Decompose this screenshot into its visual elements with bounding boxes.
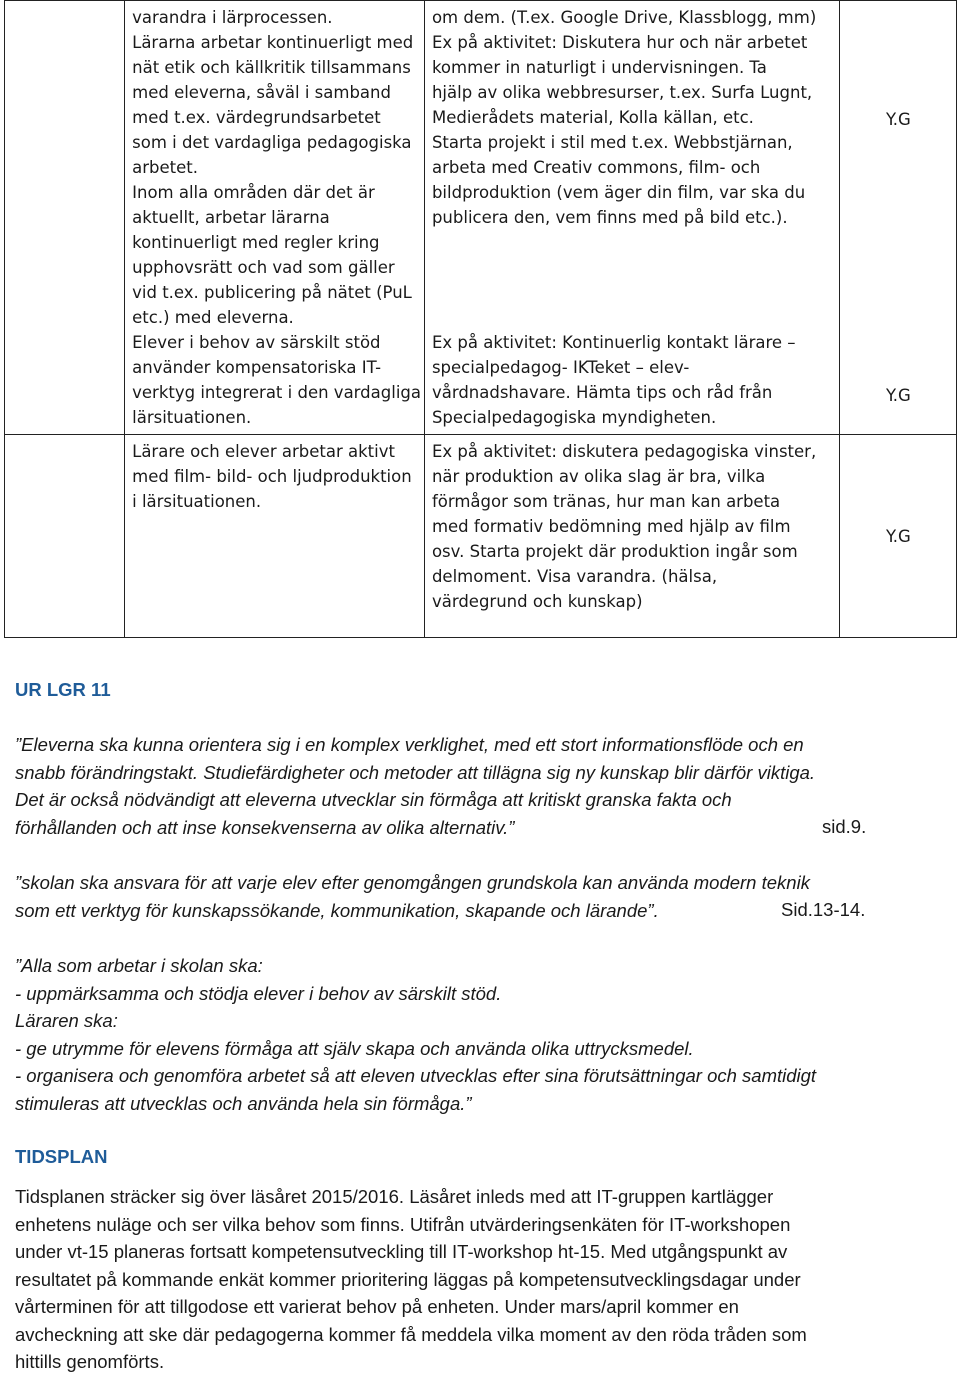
activity-line: hjälp av olika webbresurser, t.ex. Surfa Lugnt, xyxy=(431,83,813,102)
activity-cell xyxy=(424,1,839,435)
lgr-quote-3 xyxy=(15,952,945,1117)
activity-line: publicera den, vem finns med på bild etc.). xyxy=(431,208,788,227)
quote-line: snabb förändringstakt. Studiefärdigheter och metoder att tillägna sig ny kunskap blir därför viktiga. xyxy=(15,761,816,783)
activity-line: Ex på aktivitet: Kontinuerlig kontakt lärare – xyxy=(431,333,796,352)
goal-line: upphovsrätt och vad som gäller xyxy=(132,258,395,277)
goal-line: aktuellt, arbetar lärarna xyxy=(132,208,330,227)
quote-line: ”Eleverna ska kunna orientera sig i en komplex verklighet, med ett stort informationsflöde och en xyxy=(15,734,804,755)
lgr-heading: UR LGR 11 xyxy=(15,679,111,700)
responsible-cell xyxy=(839,435,956,638)
quote-line: - organisera och genomföra arbetet så att eleven utvecklas efter sina förutsättningar och samtidigt xyxy=(15,1065,817,1086)
body-line: enhetens nuläge och ser vilka behov som finns. Utifrån utvärderingsenkäten för IT-workshopen xyxy=(15,1213,791,1235)
activity-line: förmågor som tränas, hur man kan arbeta xyxy=(431,492,781,511)
goal-line: som i det vardagliga pedagogiska xyxy=(132,133,412,152)
responsible-cell xyxy=(839,1,956,435)
quote-line: - ge utrymme för elevens förmåga att själv skapa och använda olika uttrycksmedel. xyxy=(15,1037,694,1059)
body-line: vårterminen för att tillgodose ett varierat behov på enheten. Under mars/april kommer en xyxy=(15,1296,739,1317)
quote-line: Det är också nödvändigt att eleverna utvecklar sin förmåga att kritiskt granska fakta och xyxy=(15,789,732,810)
body-line: Tidsplanen sträcker sig över läsåret 2015/2016. Läsåret inleds med att IT-gruppen kartlägger xyxy=(15,1186,774,1207)
goal-line: med eleverna, såväl i samband xyxy=(132,83,391,102)
page-reference: sid.9. xyxy=(822,816,867,837)
activity-line: osv. Starta projekt där produktion ingår som xyxy=(431,542,798,561)
goal-cell xyxy=(125,435,425,638)
goal-cell xyxy=(125,1,425,435)
quote-line: ”Alla som arbetar i skolan ska: xyxy=(15,955,263,976)
activity-line: Ex på aktivitet: diskutera pedagogiska vinster, xyxy=(431,442,817,461)
activity-line: vårdnadshavare. Hämta tips och råd från xyxy=(431,383,773,402)
goal-line: Lärare och elever arbetar aktivt xyxy=(132,442,395,461)
goal-line: verktyg integrerat i den vardagliga xyxy=(132,383,421,402)
goal-line: Lärarna arbetar kontinuerligt med xyxy=(132,33,414,52)
body-line: avcheckning att ske där pedagogerna kommer få meddela vilka moment av den röda tråden som xyxy=(15,1323,807,1345)
goal-line: arbetet. xyxy=(132,158,198,177)
goal-line: i lärsituationen. xyxy=(132,492,262,511)
activity-line: bildproduktion (vem äger din film, var ska du xyxy=(431,183,806,202)
quote-line: Läraren ska: xyxy=(15,1010,118,1031)
goal-line: lärsituationen. xyxy=(132,408,252,427)
page-reference: Sid.13-14. xyxy=(781,899,866,920)
body-line: under vt-15 planeras fortsatt kompetensutveckling till IT-workshop ht-15. Med utgångspunkt av xyxy=(15,1241,788,1262)
activity-line: kommer in naturligt i undervisningen. Ta xyxy=(431,58,767,77)
lgr-quote-2 xyxy=(15,869,945,924)
timeplan-body xyxy=(15,1183,945,1376)
table-row xyxy=(5,435,957,638)
activity-line: om dem. (T.ex. Google Drive, Klassblogg, mm) xyxy=(431,8,817,27)
goal-line: använder kompensatoriska IT- xyxy=(132,358,382,377)
plan-table xyxy=(4,0,957,638)
goal-line: vid t.ex. publicering på nätet (PuL xyxy=(132,283,412,302)
goal-line: varandra i lärprocessen. xyxy=(132,8,333,27)
activity-line: Medierådets material, Kolla källan, etc. xyxy=(431,108,754,127)
activity-line: specialpedagog- IKTeket – elev- xyxy=(431,358,690,377)
quote-line: ”skolan ska ansvara för att varje elev efter genomgången grundskola kan använda modern teknik xyxy=(15,872,810,893)
activity-line: när produktion av olika slag är bra, vilka xyxy=(431,467,766,486)
goal-line: Elever i behov av särskilt stöd xyxy=(132,333,381,352)
blank-cell xyxy=(5,435,125,638)
activity-line: med formativ bedömning med hjälp av film xyxy=(431,517,791,536)
timeplan-heading: TIDSPLAN xyxy=(15,1146,108,1167)
table-row xyxy=(5,1,957,435)
goal-line: nät etik och källkritik tillsammans xyxy=(132,58,411,77)
goal-line: kontinuerligt med regler kring xyxy=(132,233,380,252)
responsible-label: Y.G xyxy=(886,526,911,546)
quote-line: - uppmärksamma och stödja elever i behov av särskilt stöd. xyxy=(15,982,502,1004)
body-line: resultatet på kommande enkät kommer prioritering läggas på kompetensutvecklingsdagar under xyxy=(15,1268,801,1290)
goal-line: etc.) med eleverna. xyxy=(132,308,294,327)
quote-line: stimuleras att utvecklas och använda hela sin förmåga.” xyxy=(15,1092,472,1114)
activity-line: Ex på aktivitet: Diskutera hur och när arbetet xyxy=(431,33,808,52)
goal-line: med film- bild- och ljudproduktion xyxy=(132,467,412,486)
goal-line: Inom alla områden där det är xyxy=(132,183,375,202)
activity-line: arbeta med Creativ commons, film- och xyxy=(431,158,761,177)
activity-line: Specialpedagogiska myndigheten. xyxy=(431,408,717,427)
body-line: hittills genomförts. xyxy=(15,1351,165,1372)
activity-line: delmoment. Visa varandra. (hälsa, xyxy=(431,567,718,586)
responsible-label: Y.G xyxy=(886,110,911,129)
activity-line: värdegrund och kunskap) xyxy=(431,592,643,611)
activity-line: Starta projekt i stil med t.ex. Webbstjärnan, xyxy=(431,133,793,152)
goal-line: med t.ex. värdegrundsarbetet xyxy=(132,108,381,127)
activity-cell xyxy=(424,435,839,638)
quote-line: förhållanden och att inse konsekvenserna av olika alternativ.” xyxy=(15,816,515,838)
quote-line: som ett verktyg för kunskapssökande, kommunikation, skapande och lärande”. xyxy=(15,899,659,921)
responsible-label: Y.G xyxy=(886,386,911,405)
lgr-quote-1 xyxy=(15,731,945,841)
blank-cell xyxy=(5,1,125,435)
